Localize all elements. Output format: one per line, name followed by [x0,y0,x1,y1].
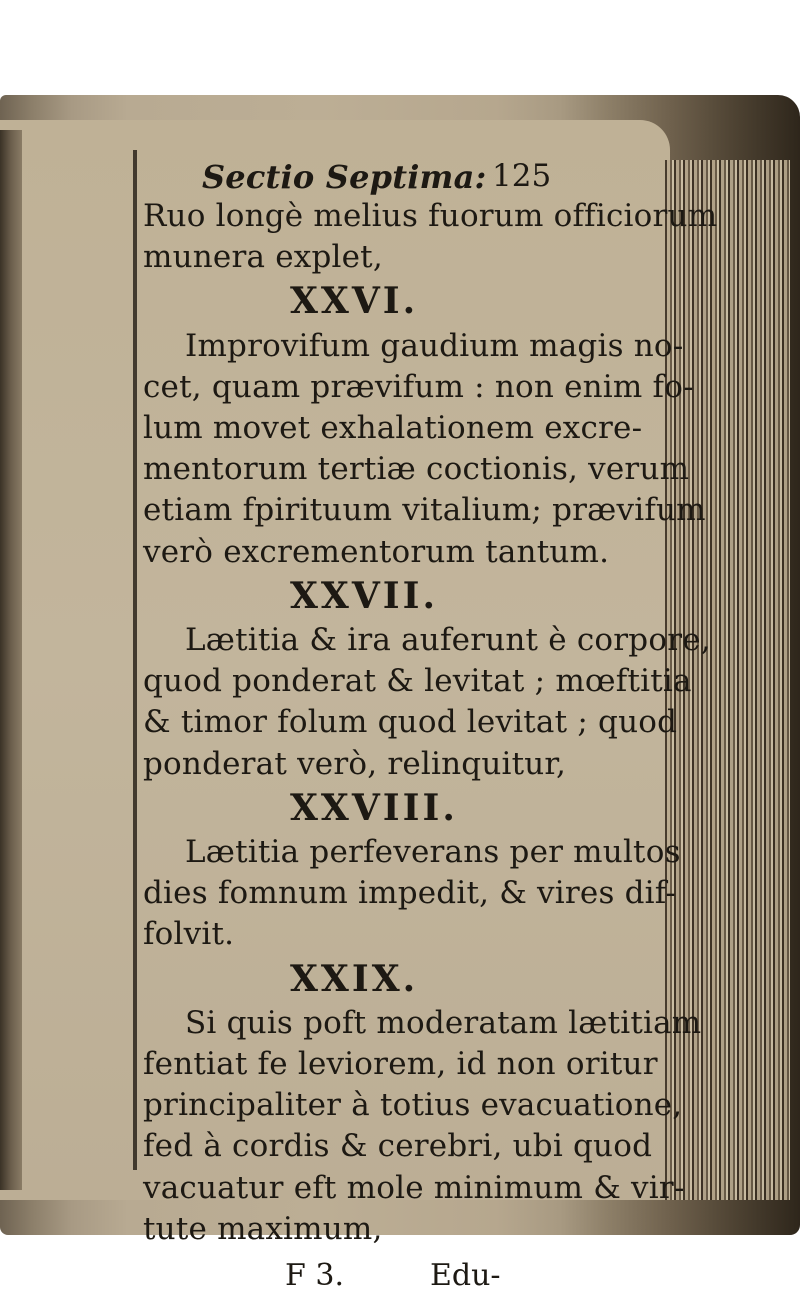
margin-rule [133,150,137,1170]
running-header: Sectio Septima: [202,158,487,196]
page-number: 125 [492,158,552,194]
text-line: mentorum tertiæ coctionis, verum [143,451,690,487]
text-line: vacuatur eft mole minimum & vir- [143,1170,685,1206]
text-line: ponderat verò, relinquitur, [143,746,567,782]
text-line: quod ponderat & levitat ; mœftitia [143,663,692,699]
aphorism-numeral: XXIX. [290,958,419,1000]
text-line: principaliter à totius evacuatione, [143,1087,683,1123]
aphorism-numeral: XXVIII. [290,787,458,829]
text-line: fed à cordis & cerebri, ubi quod [143,1128,653,1164]
text-line: dies fomnum impedit, & vires dif- [143,875,677,911]
text-line: fentiat fe leviorem, id non oritur [143,1046,658,1082]
text-line: Lætitia & ira auferunt è corpore, [185,622,711,658]
text-line: lum movet exhalationem excre- [143,410,643,446]
text-line: Lætitia perfeverans per multos [185,834,681,870]
signature-mark: F 3. [285,1258,344,1293]
text-line: etiam fpirituum vitalium; prævifum [143,492,706,528]
text-line: Ruo longè melius fuorum officiorum [143,198,718,234]
book-gutter [0,130,22,1190]
text-line: folvit. [143,916,235,952]
text-line: cet, quam prævifum : non enim fo- [143,369,694,405]
catchword: Edu- [430,1258,501,1293]
text-line: munera explet, [143,239,383,275]
text-line: & timor folum quod levitat ; quod [143,704,678,740]
aphorism-numeral: XXVI. [290,280,419,322]
text-line: tute maximum, [143,1211,383,1247]
text-line: Improvifum gaudium magis no- [185,328,684,364]
aphorism-numeral: XXVII. [290,575,439,617]
text-line: verò excrementorum tantum. [143,534,610,570]
text-line: Si quis poft moderatam lætitiam [185,1005,702,1041]
